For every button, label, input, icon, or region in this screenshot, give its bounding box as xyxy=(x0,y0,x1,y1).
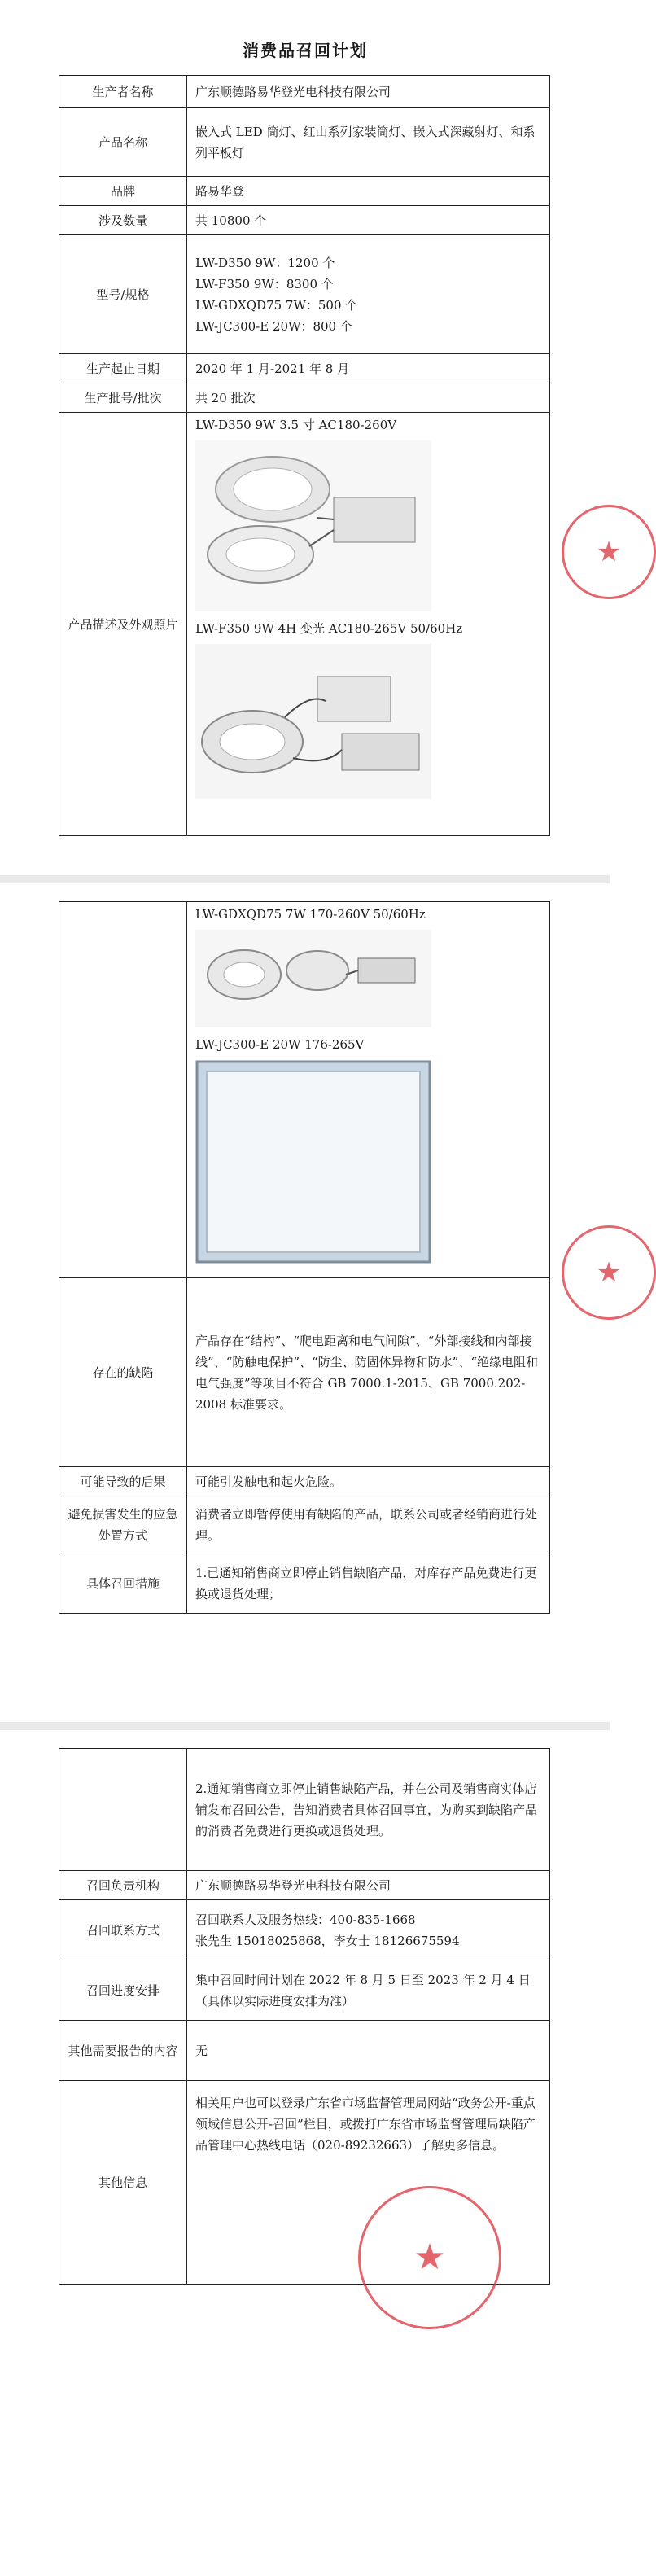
photo-caption: LW-JC300-E 20W 176-265V xyxy=(195,1037,365,1052)
value-product: 嵌入式 LED 筒灯、红山系列家装筒灯、嵌入式深藏射灯、和系列平板灯 xyxy=(187,108,550,177)
label-date: 生产起止日期 xyxy=(59,354,187,383)
table-row xyxy=(59,1749,550,1871)
star-icon: ★ xyxy=(596,1256,622,1289)
table-row xyxy=(59,1496,550,1553)
page-3 xyxy=(0,1730,610,2576)
downlight-f350-photo xyxy=(195,644,431,799)
value-brand: 路易华登 xyxy=(187,177,550,206)
page-2 xyxy=(0,883,622,1722)
value-consequence: 可能引发触电和起火危险。 xyxy=(187,1467,550,1496)
value-date: 2020 年 1 月-2021 年 8 月 xyxy=(187,354,550,383)
spotlight-gdxqd75-photo xyxy=(195,930,431,1027)
model-line: LW-JC300-E 20W：800 个 xyxy=(195,318,352,334)
table-row xyxy=(59,235,550,354)
label-models: 型号/规格 xyxy=(59,235,187,354)
company-seal-stamp xyxy=(358,2186,501,2329)
page-separator xyxy=(0,875,610,883)
label-producer: 生产者名称 xyxy=(59,76,187,108)
value-photos-cont xyxy=(187,902,550,1278)
recall-table-part1 xyxy=(59,75,550,836)
value-measures: 1.已通知销售商立即停止销售缺陷产品，对库存产品免费进行更换或退货处理； xyxy=(187,1553,550,1614)
company-seal-stamp xyxy=(562,1225,656,1320)
value-other-info: 相关用户也可以登录广东省市场监督管理局网站“政务公开-重点领域信息公开-召回”栏目，或拨打广东省市场监督管理局缺陷产品管理中心热线电话（020-89232663）了解更多信息。 xyxy=(187,2081,550,2285)
table-row xyxy=(59,177,550,206)
value-schedule: 集中召回时间计划在 2022 年 8 月 5 日至 2023 年 2 月 4 日（具体以实际进度安排为准） xyxy=(187,1960,550,2021)
value-quantity: 共 10800 个 xyxy=(187,206,550,235)
table-row xyxy=(59,1900,550,1960)
table-row xyxy=(59,1467,550,1496)
label-photos: 产品描述及外观照片 xyxy=(59,413,187,836)
label-contact: 召回联系方式 xyxy=(59,1900,187,1960)
recall-table-part2 xyxy=(59,901,550,1614)
table-row xyxy=(59,1553,550,1614)
table-row xyxy=(59,108,550,177)
value-avoid: 消费者立即暂停使用有缺陷的产品，联系公司或者经销商进行处理。 xyxy=(187,1496,550,1553)
value-defect: 产品存在“结构”、“爬电距离和电气间隙”、“外部接线和内部接线”、“防触电保护”、“防尘、防固体异物和防水”、“绝缘电阻和电气强度”等项目不符合 GB 7000.1-2015、GB 7000.202-2008 标准要求。 xyxy=(187,1278,550,1467)
table-row xyxy=(59,902,550,1278)
value-org: 广东顺德路易华登光电科技有限公司 xyxy=(187,1871,550,1900)
value-producer: 广东顺德路易华登光电科技有限公司 xyxy=(187,76,550,108)
page-separator xyxy=(0,1722,610,1730)
table-row xyxy=(59,1960,550,2021)
label-measures-cont xyxy=(59,1749,187,1871)
label-measures: 具体召回措施 xyxy=(59,1553,187,1614)
label-brand: 品牌 xyxy=(59,177,187,206)
star-icon: ★ xyxy=(413,2236,446,2278)
table-row xyxy=(59,413,550,836)
page-1 xyxy=(0,0,610,875)
value-models xyxy=(187,235,550,354)
label-org: 召回负责机构 xyxy=(59,1871,187,1900)
contact-persons: 张先生 15018025868，李女士 18126675594 xyxy=(195,1933,460,1948)
photo-caption: LW-GDXQD75 7W 170-260V 50/60Hz xyxy=(195,907,426,922)
table-row xyxy=(59,206,550,235)
table-row xyxy=(59,1278,550,1467)
table-row xyxy=(59,354,550,383)
table-row xyxy=(59,1871,550,1900)
label-schedule: 召回进度安排 xyxy=(59,1960,187,2021)
contact-hotline: 召回联系人及服务热线：400-835-1668 xyxy=(195,1912,416,1927)
label-avoid: 避免损害发生的应急处置方式 xyxy=(59,1496,187,1553)
value-other-report: 无 xyxy=(187,2021,550,2081)
label-other-info: 其他信息 xyxy=(59,2081,187,2285)
value-photos xyxy=(187,413,550,836)
table-row xyxy=(59,383,550,413)
label-consequence: 可能导致的后果 xyxy=(59,1467,187,1496)
company-seal-stamp xyxy=(562,505,656,599)
table-row xyxy=(59,76,550,108)
label-product: 产品名称 xyxy=(59,108,187,177)
label-defect: 存在的缺陷 xyxy=(59,1278,187,1467)
document-title: 消费品召回计划 xyxy=(243,41,368,60)
value-measures-cont: 2.通知销售商立即停止销售缺陷产品，并在公司及销售商实体店铺发布召回公告，告知消费者具体召回事宜，为购买到缺陷产品的消费者免费进行更换或退货处理。 xyxy=(187,1749,550,1871)
downlight-d350-photo xyxy=(195,440,431,611)
table-row xyxy=(59,2021,550,2081)
value-batch: 共 20 批次 xyxy=(187,383,550,413)
model-line: LW-GDXQD75 7W：500 个 xyxy=(195,297,358,313)
label-other-report: 其他需要报告的内容 xyxy=(59,2021,187,2081)
photo-caption: LW-F350 9W 4H 变光 AC180-265V 50/60Hz xyxy=(195,621,463,636)
photo-caption: LW-D350 9W 3.5 寸 AC180-260V xyxy=(195,418,397,432)
model-line: LW-D350 9W：1200 个 xyxy=(195,255,335,270)
label-batch: 生产批号/批次 xyxy=(59,383,187,413)
model-line: LW-F350 9W：8300 个 xyxy=(195,276,334,291)
value-contact xyxy=(187,1900,550,1960)
star-icon: ★ xyxy=(596,536,622,568)
panel-light-jc300-photo xyxy=(195,1060,431,1264)
label-quantity: 涉及数量 xyxy=(59,206,187,235)
label-photos-cont xyxy=(59,902,187,1278)
